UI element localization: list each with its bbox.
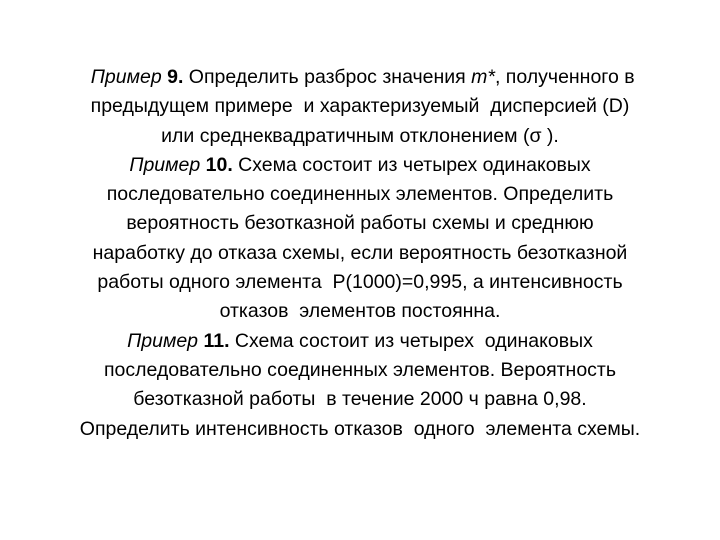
example-11-line-2: последовательно соединенных элементов. Вероятность: [103, 358, 617, 381]
example-number: 9.: [167, 66, 184, 88]
example-9-line-1: [6, 63, 714, 92]
example-11: [6, 327, 714, 444]
example-10-line-6: отказов элементов постоянна.: [219, 300, 501, 323]
example-9-line-2: предыдущем примере и характеризуемый дисперсией (D): [90, 95, 630, 118]
example-text: , полученного в: [494, 66, 635, 88]
example-11-line-4: Определить интенсивность отказов одного элемента схемы.: [79, 417, 641, 440]
example-10-line-1: [6, 151, 714, 180]
example-10-line-3: вероятность безотказной работы схемы и среднюю: [126, 212, 594, 235]
example-label: Пример: [127, 329, 199, 352]
example-10-line-4: наработку до отказа схемы, если вероятность безотказной: [92, 241, 628, 264]
example-number: 10.: [205, 153, 233, 176]
example-9-line-3: или среднеквадратичным отклонением (σ ).: [161, 124, 559, 147]
example-11-line-3: безотказной работы в течение 2000 ч равна 0,98.: [133, 388, 587, 411]
example-10-line-5: работы одного элемента P(1000)=0,995, а интенсивность: [97, 271, 623, 294]
example-9: [6, 63, 714, 151]
variable-m-star: m*: [471, 66, 495, 88]
example-text: Схема состоит из четырех одинаковых: [229, 329, 593, 352]
slide-text: [6, 63, 714, 444]
example-10-line-2: последовательно соединенных элементов. Определить: [106, 183, 614, 206]
example-text: Определить разброс значения: [183, 66, 472, 88]
example-label: Пример: [90, 66, 162, 88]
example-text: Схема состоит из четырех одинаковых: [232, 153, 591, 176]
example-label: Пример: [129, 153, 201, 176]
example-11-line-1: [6, 327, 714, 356]
example-10: [6, 151, 714, 327]
example-number: 11.: [203, 329, 230, 352]
